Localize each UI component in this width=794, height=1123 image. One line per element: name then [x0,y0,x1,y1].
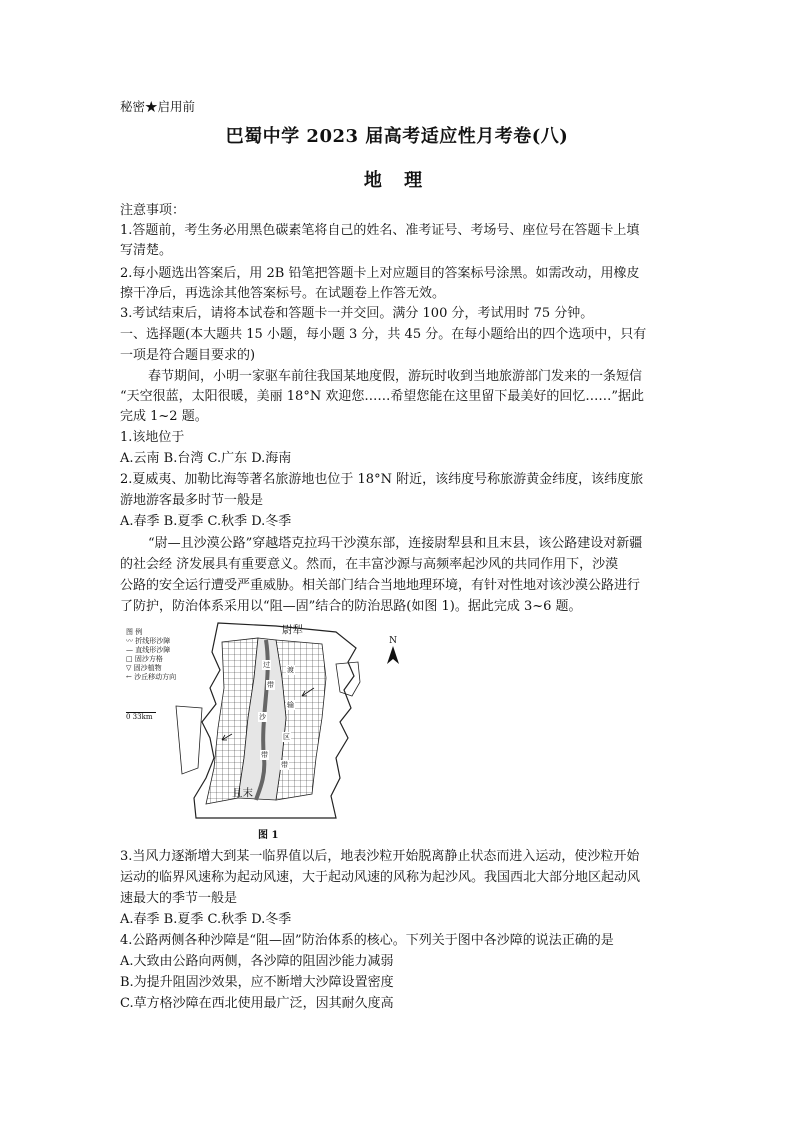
map-label-south-city: 且末 [232,787,253,799]
secret-label: 秘密★启用前 [120,99,196,114]
legend-title: 图 例 [126,628,143,636]
legend-item: — 直线形沙障 [126,646,171,654]
road-label: 沙 [259,713,266,721]
map-label-north-city: 尉犁 [282,624,303,636]
passage-line: 完成 1~2 题。 [120,409,208,424]
section-heading: 一、选择题(本大题共 15 小题，每小题 3 分，共 45 分。在每小题给出的四个选项中，只有 [120,327,647,342]
figure-caption: 图 1 [258,830,279,841]
question-4-option: C.草方格沙障在西北使用最广泛，因其耐久度高 [120,996,394,1011]
question-4-option: B.为提升阻固沙效果，应不断增大沙障设置密度 [120,975,394,990]
road-label: 输 [287,701,294,709]
legend-item: ← 沙丘移动方向 [126,673,177,681]
road-label: 带 [267,681,274,689]
passage-line: 的社会经 济发展具有重要意义。然而，在丰富沙源与高频率起沙风的共同作用下，沙漠 [120,557,619,572]
question-2-options: A.春季 B.夏季 C.秋季 D.冬季 [120,514,292,529]
map-legend [126,628,176,682]
question-4-option: A.大致由公路向两侧，各沙障的阻固沙能力减弱 [120,954,394,969]
passage-line: “天空很蓝，太阳很暖，美丽 18°N 欢迎您……希望您能在这里留下最美好的回忆……”据此 [120,389,644,404]
passage-line: 了防护，防治体系采用以“阻—固”结合的防治思路(如图 1)。据此完成 3~6 题。 [120,599,582,614]
question-3-stem: 3.当风力逐渐增大到某一临界值以后，地表沙粒开始脱离静止状态而进入运动，使沙粒开始 [120,849,640,864]
question-3-stem: 速最大的季节一般是 [120,891,238,906]
note-line: 3.考试结束后，请将本试卷和答题卡一并交回。满分 100 分，考试用时 75 分钟。 [120,306,594,321]
note-line: 擦干净后，再选涂其他答案标号。在试题卷上作答无效。 [120,286,446,301]
north-arrow [383,636,403,668]
legend-item: 〰 折线形沙障 [126,637,171,645]
road-label: 过 [263,661,270,669]
notes-heading: 注意事项： [120,203,186,218]
question-3-stem: 运动的临界风速称为起动风速，大于起动风速的风称为起沙风。我国西北大部分地区起动风 [120,870,641,885]
note-line: 写清楚。 [120,243,173,258]
passage-line: 春节期间，小明一家驱车前往我国某地度假，游玩时收到当地旅游部门发来的一条短信 [148,369,643,384]
road-label: 带 [261,751,268,759]
passage-line: “尉—且沙漠公路”穿越塔克拉玛干沙漠东部，连接尉犁县和且末县，该公路建设对新疆 [148,536,643,551]
road-label: 区 [283,733,290,741]
note-line: 1.答题前，考生务必用黑色碳素笔将自己的姓名、准考证号、考场号、座位号在答题卡上填 [120,223,640,238]
note-line: 2.每小题选出答案后，用 2B 铅笔把答题卡上对应题目的答案标号涂黑。如需改动，用橡皮 [120,266,640,281]
subject-title: 地 理 [363,170,431,191]
road-label: 渡 [287,666,294,674]
road-label: 带 [281,761,288,769]
north-label: N [389,636,397,646]
section-heading: 一项是符合题目要求的) [120,348,256,363]
question-1-options: A.云南 B.台湾 C.广东 D.海南 [120,451,292,466]
passage-line: 公路的安全运行遭受严重威胁。相关部门结合当地地理环境，有针对性地对该沙漠公路进行 [120,578,641,593]
exam-title: 巴蜀中学 2023 届高考适应性月考卷(八) [225,126,569,147]
legend-item: □ 固沙方格 [126,655,163,663]
question-3-options: A.春季 B.夏季 C.秋季 D.冬季 [120,912,292,927]
question-4-stem: 4.公路两侧各种沙障是“阻—固”防治体系的核心。下列关于图中各沙障的说法正确的是 [120,933,614,948]
legend-item: ▽ 固沙植物 [126,664,162,672]
question-1-stem: 1.该地位于 [120,430,185,445]
question-2-stem: 2.夏威夷、加勒比海等著名旅游地也位于 18°N 附近，该纬度号称旅游黄金纬度，该纬度旅 [120,472,644,487]
map-scale: 0 33km [126,710,156,721]
question-2-stem: 游地游客最多时节一般是 [120,493,264,508]
